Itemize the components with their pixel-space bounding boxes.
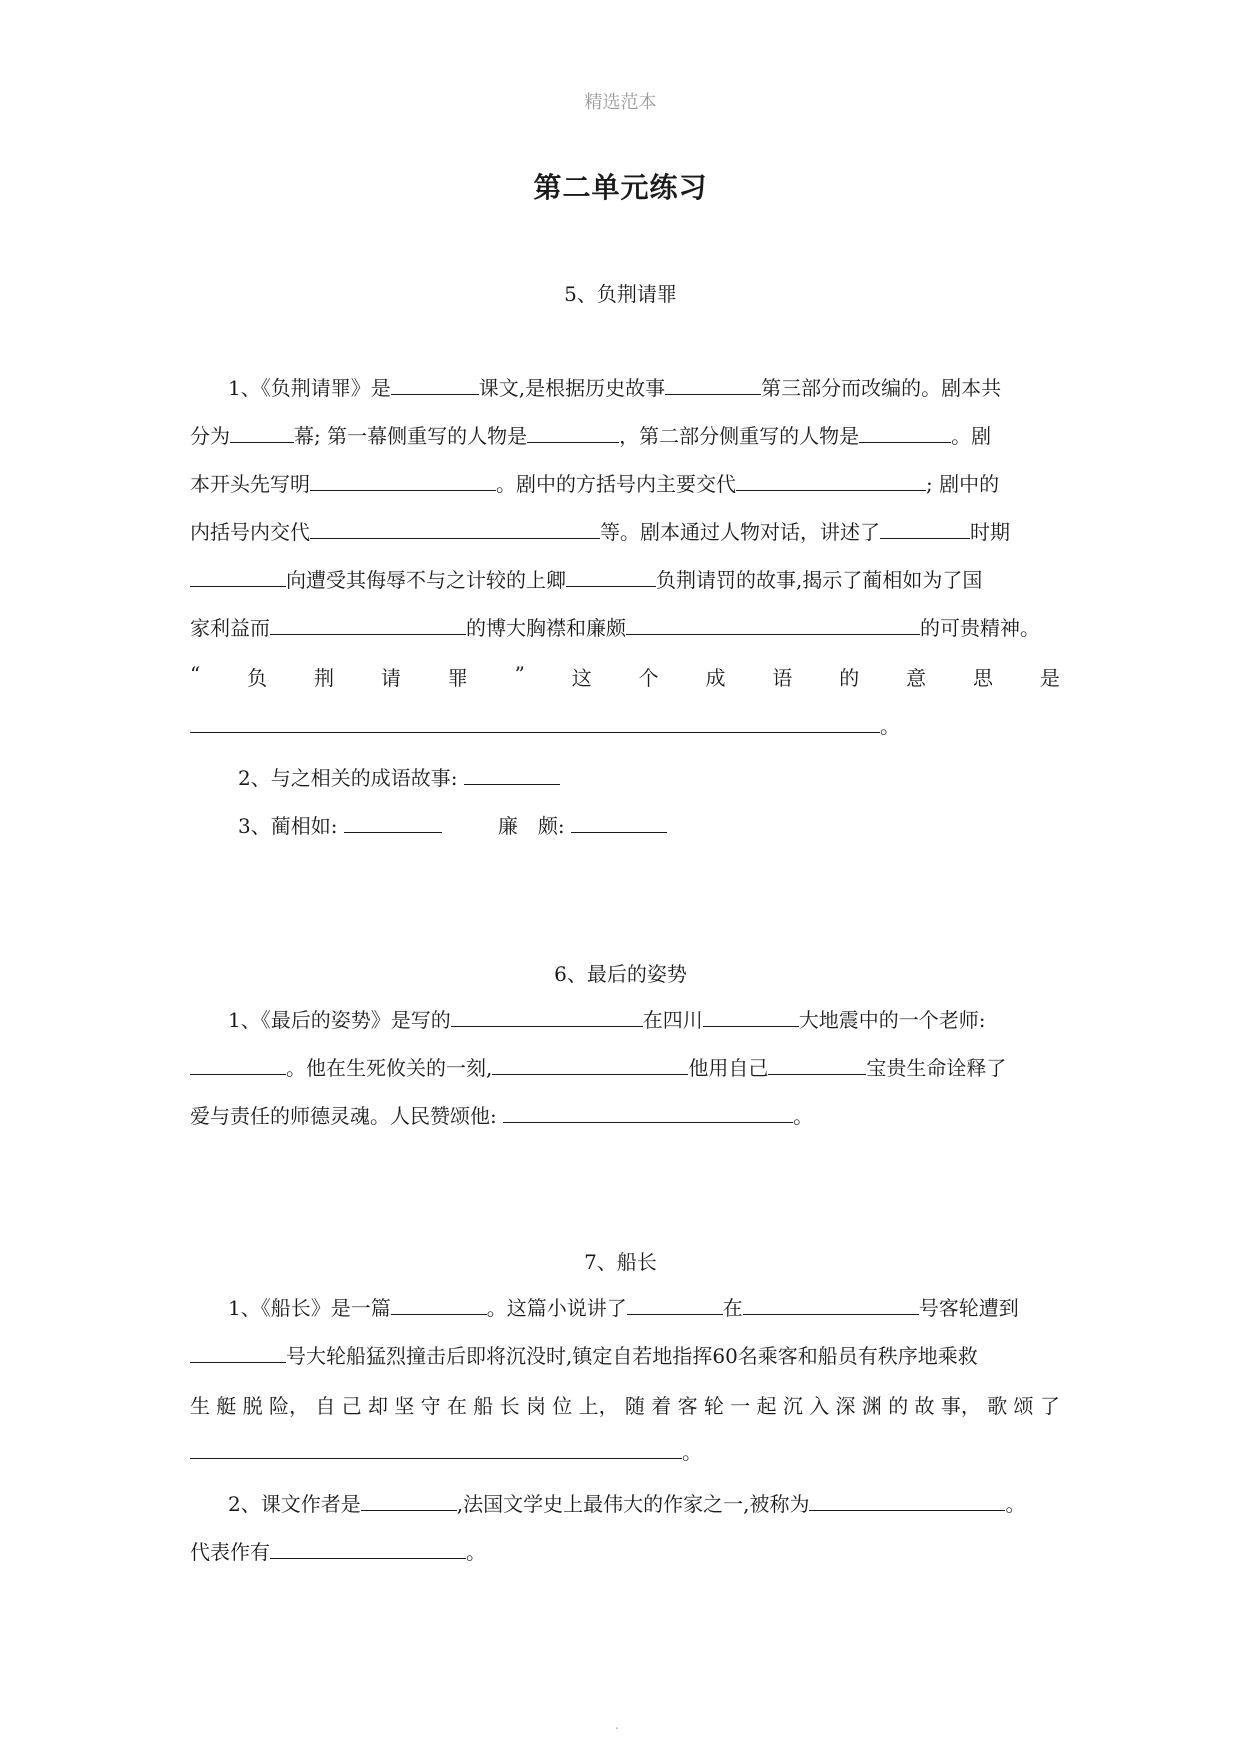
text: 时期	[970, 520, 1010, 544]
char: 着	[651, 1394, 672, 1418]
answer-blank[interactable]	[665, 374, 761, 395]
char: 船	[473, 1394, 494, 1418]
text: 的可贵精神。	[920, 616, 1040, 640]
text: 家利益而	[190, 616, 270, 640]
question-line	[228, 1006, 985, 1032]
text: 号大轮船猛烈撞击后即将沉没时,镇定自若地指挥60名乘客和船员有秩序地乘救	[286, 1344, 978, 1368]
answer-blank[interactable]	[190, 1342, 286, 1363]
text: 2、与之相关的成语故事:	[238, 766, 458, 790]
text: 。剧	[951, 424, 992, 448]
answer-blank[interactable]	[391, 374, 479, 395]
text: 2、课文作者是	[228, 1492, 361, 1516]
text: 宝贵生命诠释了	[866, 1056, 1007, 1080]
answer-blank[interactable]	[859, 422, 951, 443]
text: 。	[880, 714, 900, 738]
page-footer-mark: .	[615, 1718, 619, 1732]
char: 成	[705, 666, 726, 690]
answer-blank[interactable]	[391, 1294, 487, 1315]
char: 坚	[394, 1394, 415, 1418]
answer-blank[interactable]	[190, 712, 880, 733]
answer-blank[interactable]	[270, 1538, 466, 1559]
text: 1、《船长》是一篇	[228, 1296, 391, 1320]
answer-blank[interactable]	[626, 614, 920, 635]
answer-blank[interactable]	[230, 422, 294, 443]
answer-blank[interactable]	[270, 614, 466, 635]
char: 岗	[525, 1394, 546, 1418]
text: 内括号内交代	[190, 520, 310, 544]
text: 。	[682, 1440, 702, 1464]
text: 在四川	[642, 1008, 703, 1032]
char: 却	[367, 1394, 388, 1418]
char: 故	[914, 1394, 935, 1418]
question-line	[238, 764, 560, 790]
question-line	[190, 1054, 1006, 1080]
char: 随	[624, 1394, 645, 1418]
answer-blank[interactable]	[768, 1054, 866, 1075]
question-line	[190, 1342, 978, 1368]
char: 上，	[578, 1394, 619, 1418]
question-line	[190, 566, 982, 592]
text: 。	[793, 1104, 814, 1128]
text: 3、蔺相如:	[238, 814, 338, 838]
text: 。这篇小说讲了	[486, 1296, 627, 1320]
char: 意	[906, 666, 927, 690]
section-heading-6: 6、最后的姿势	[554, 962, 687, 986]
char: 负	[247, 666, 268, 690]
answer-blank[interactable]	[344, 812, 442, 833]
text: 廉 颇:	[497, 814, 565, 838]
text: 等。剧本通过人物对话，讲述了	[600, 520, 880, 544]
text: 向遭受其侮辱不与之计较的上卿	[286, 568, 566, 592]
char: 了	[1039, 1394, 1060, 1418]
question-line	[190, 518, 1010, 544]
char: 起	[756, 1394, 777, 1418]
char: 的	[888, 1394, 909, 1418]
question-line	[190, 712, 900, 738]
char: 事，	[940, 1394, 981, 1418]
question-line	[228, 1490, 1025, 1516]
answer-blank[interactable]	[627, 1294, 723, 1315]
text: 的博大胸襟和廉颇	[466, 616, 626, 640]
char: 脱	[242, 1394, 263, 1418]
text: 。他在生死攸关的一刻,	[286, 1056, 493, 1080]
text: 分为	[190, 424, 230, 448]
spread-line	[190, 1390, 1060, 1419]
page-title: 第二单元练习	[533, 171, 708, 204]
question-line	[228, 1294, 1019, 1320]
char: 一	[730, 1394, 751, 1418]
char: 请	[380, 666, 401, 690]
question-line	[190, 1538, 486, 1564]
question-line	[190, 1102, 813, 1128]
char: 入	[809, 1394, 830, 1418]
text: ，第二部分侧重写的人物是	[619, 424, 860, 448]
text: 幕; 第一幕侧重写的人物是	[294, 424, 528, 448]
answer-blank[interactable]	[566, 566, 656, 587]
char: 荆	[313, 666, 334, 690]
answer-blank[interactable]	[880, 518, 970, 539]
char: 的	[839, 666, 860, 690]
section-heading-5: 5、负荆请罪	[564, 282, 677, 306]
char: 险，	[268, 1394, 309, 1418]
char: 自	[315, 1394, 336, 1418]
char: 语	[772, 666, 793, 690]
text: 本开头先写明	[190, 472, 310, 496]
question-line	[190, 1438, 702, 1464]
answer-blank[interactable]	[743, 1294, 919, 1315]
char: 生	[190, 1394, 210, 1418]
text: 号客轮遭到	[918, 1296, 1019, 1320]
text: 课文,是根据历史故事	[478, 376, 666, 400]
text: 。	[1005, 1492, 1026, 1516]
text: 。	[466, 1540, 486, 1564]
answer-blank[interactable]	[809, 1490, 1005, 1511]
char: ”	[514, 662, 525, 686]
answer-blank[interactable]	[190, 1054, 286, 1075]
answer-blank[interactable]	[190, 566, 286, 587]
text: 代表作有	[190, 1540, 270, 1564]
char: 渊	[861, 1394, 882, 1418]
text: 1、《最后的姿势》是写的	[228, 1008, 451, 1032]
char: 艇	[216, 1394, 237, 1418]
char: 这	[571, 666, 592, 690]
answer-blank[interactable]	[503, 1102, 793, 1123]
char: 思	[972, 666, 993, 690]
question-line	[190, 614, 1040, 640]
char: 深	[835, 1394, 856, 1418]
question-line	[238, 812, 667, 838]
char: 是	[1039, 666, 1060, 690]
text: 第三部分而改编的。剧本共	[761, 376, 1002, 400]
char: 颂	[1013, 1394, 1034, 1418]
char: 客	[677, 1394, 698, 1418]
answer-blank[interactable]	[571, 812, 667, 833]
spread-line	[190, 662, 1060, 691]
section-heading-7: 7、船长	[584, 1250, 657, 1274]
page-header: 精选范本	[584, 92, 657, 113]
answer-blank[interactable]	[492, 1054, 688, 1075]
answer-blank[interactable]	[361, 1490, 457, 1511]
char: “	[190, 662, 201, 686]
answer-blank[interactable]	[527, 422, 619, 443]
text: 在	[722, 1296, 743, 1320]
char: 罪	[447, 666, 468, 690]
char: 守	[420, 1394, 441, 1418]
text: 。剧中的方括号内主要交代	[496, 472, 736, 496]
char: 轮	[703, 1394, 724, 1418]
text: ,法国文学史上最伟大的作家之一,被称为	[456, 1492, 810, 1516]
answer-blank[interactable]	[736, 470, 926, 491]
question-line	[228, 374, 1001, 400]
char: 歌	[987, 1394, 1008, 1418]
answer-blank[interactable]	[310, 518, 600, 539]
answer-blank[interactable]	[464, 764, 560, 785]
char: 在	[446, 1394, 467, 1418]
answer-blank[interactable]	[310, 470, 496, 491]
answer-blank[interactable]	[190, 1438, 682, 1459]
answer-blank[interactable]	[703, 1006, 799, 1027]
char: 己	[341, 1394, 362, 1418]
char: 位	[552, 1394, 573, 1418]
text: 他用自己	[688, 1056, 769, 1080]
text: 大地震中的一个老师:	[798, 1008, 986, 1032]
question-line	[190, 422, 991, 448]
char: 沉	[782, 1394, 803, 1418]
char: 长	[499, 1394, 520, 1418]
text: 爱与责任的师德灵魂。人民赞颂他:	[190, 1104, 497, 1128]
question-line	[190, 470, 999, 496]
answer-blank[interactable]	[451, 1006, 643, 1027]
char: 个	[638, 666, 659, 690]
text: 1、《负荆请罪》是	[228, 376, 391, 400]
text: ; 剧中的	[926, 472, 1000, 496]
text: 负荆请罚的故事,揭示了蔺相如为了国	[656, 568, 983, 592]
